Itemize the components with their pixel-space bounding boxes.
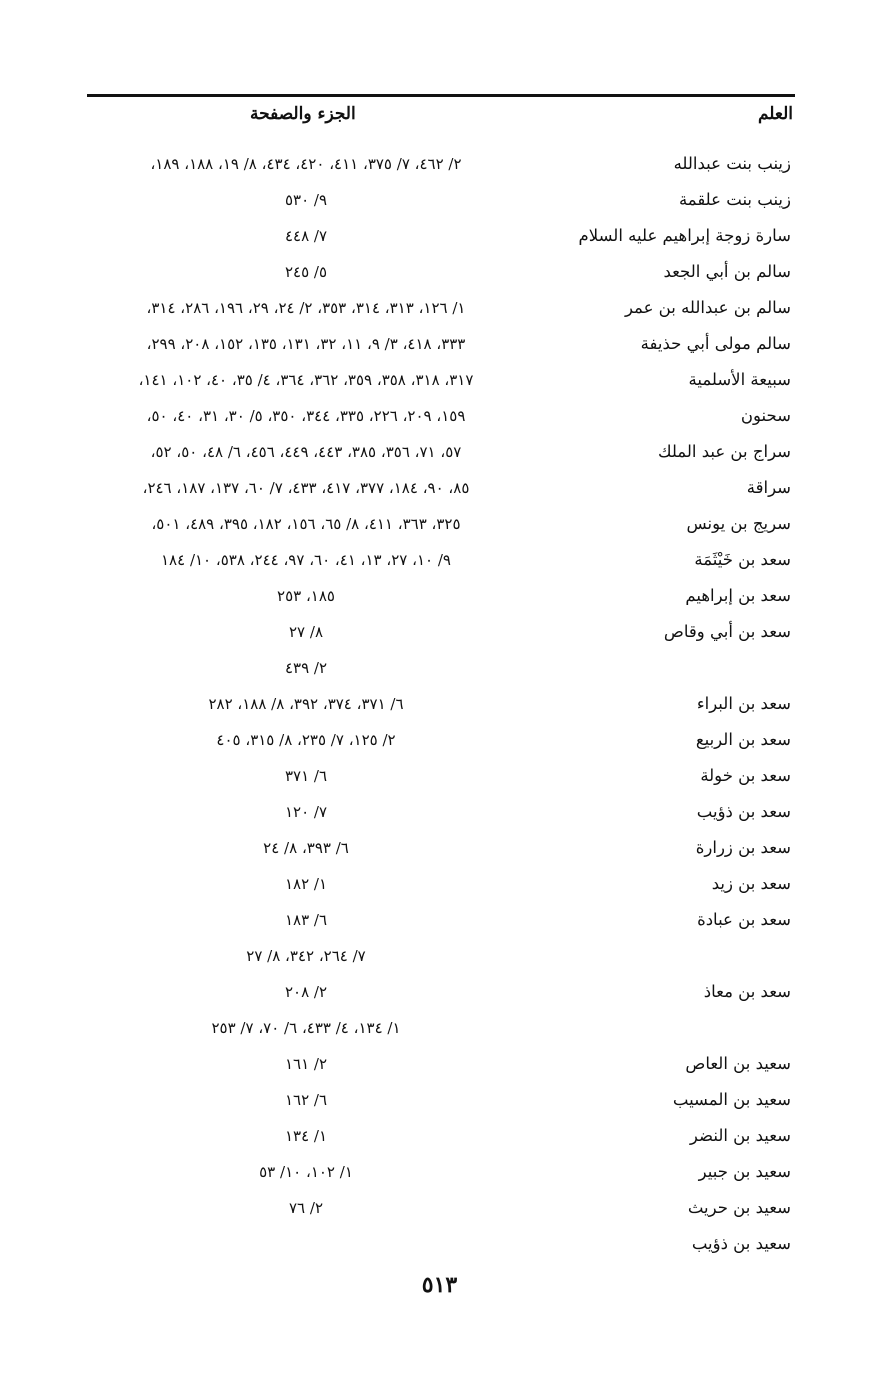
column-header-name: العلم [757, 104, 793, 124]
name-entry: سعد بن معاذ [703, 982, 791, 1001]
name-entry: سعد بن زيد [711, 874, 791, 893]
reference-entry: ٢/ ٢٠٨ [284, 983, 328, 1001]
name-entry: سعد بن أبي وقاص [663, 622, 791, 641]
name-entry: سعد بن عبادة [697, 910, 791, 929]
reference-entry: ١/ ١٢٦، ٣١٣، ٣١٤، ٣٥٣، ٢/ ٢٤، ٢٩، ١٩٦، ٢٨٦، ٣١٤، [146, 299, 466, 317]
reference-entry: ٩/ ١٠، ٢٧، ١٣، ٤١، ٦٠، ٩٧، ٢٤٤، ٥٣٨، ١٠/ ١٨٤ [161, 551, 451, 569]
name-entry: زينب بنت علقمة [678, 190, 791, 209]
reference-entry: ٧/ ٤٤٨ [284, 227, 328, 245]
reference-entry: ٢/ ٧٦ [288, 1199, 323, 1217]
reference-entry: ٧/ ١٢٠ [284, 803, 328, 821]
reference-entry: ٦/ ١٦٢ [284, 1091, 328, 1109]
name-entry: سحنون [740, 406, 791, 425]
reference-entry: ٢/ ٤٦٢، ٧/ ٣٧٥، ٤١١، ٤٢٠، ٤٣٤، ٨/ ١٩، ١٨٨، ١٨٩، [150, 155, 462, 173]
reference-entry: ٢/ ١٢٥، ٧/ ٢٣٥، ٨/ ٣١٥، ٤٠٥ [216, 731, 396, 749]
reference-entry: ١٨٥، ٢٥٣ [277, 587, 335, 605]
reference-entry: ٣٢٥، ٣٦٣، ٤١١، ٨/ ٦٥، ١٥٦، ١٨٢، ٣٩٥، ٤٨٩، ٥٠١، [151, 515, 461, 533]
name-entry: سعد بن البراء [696, 694, 791, 713]
name-entry: سعيد بن حريث [687, 1198, 791, 1217]
column-header-volume-page: الجزء والصفحة [250, 104, 356, 124]
name-entry: سعد بن خَيْثَمَة [694, 550, 791, 569]
reference-entry: ٦/ ٣٧١ [284, 767, 328, 785]
reference-entry: ٦/ ٣٧١، ٣٧٤، ٣٩٢، ٨/ ١٨٨، ٢٨٢ [208, 695, 404, 713]
reference-entry: ٨/ ٢٧ [288, 623, 323, 641]
name-entry: سعد بن الربيع [695, 730, 791, 749]
name-entry: سعيد بن المسيب [672, 1090, 791, 1109]
reference-entry: ٦/ ١٨٣ [284, 911, 328, 929]
name-entry: زينب بنت عبدالله [673, 154, 791, 173]
name-entry: سراقة [746, 478, 791, 497]
header-rule [87, 94, 795, 97]
name-entry: سعيد بن النضر [689, 1126, 791, 1145]
name-entry: سعد بن إبراهيم [685, 586, 791, 605]
reference-entry: ٥/ ٢٤٥ [284, 263, 328, 281]
reference-entry: ١/ ١٣٤، ٤/ ٤٣٣، ٦/ ٧٠، ٧/ ٢٥٣ [211, 1019, 401, 1037]
name-entry: سعد بن خولة [700, 766, 791, 785]
reference-entry: ٣٣٣، ٤١٨، ٣/ ٩، ١١، ٣٢، ١٣١، ١٣٥، ١٥٢، ٢٠٨، ٢٩٩، [146, 335, 466, 353]
reference-entry: ٩/ ٥٣٠ [284, 191, 328, 209]
name-entry: سريج بن يونس [686, 514, 791, 533]
name-entry: سعيد بن جبير [698, 1162, 791, 1181]
name-entry: سعد بن ذؤيب [696, 802, 791, 821]
reference-entry: ٧/ ٢٦٤، ٣٤٢، ٨/ ٢٧ [246, 947, 366, 965]
name-entry: سعيد بن العاص [685, 1054, 791, 1073]
reference-entry: ٨٥، ٩٠، ١٨٤، ٣٧٧، ٤١٧، ٤٣٣، ٧/ ٦٠، ١٣٧، ١٨٧، ٢٤٦، [142, 479, 470, 497]
name-entry: سالم بن أبي الجعد [663, 262, 791, 281]
reference-entry: ٢/ ٤٣٩ [284, 659, 328, 677]
reference-entry: ٦/ ٣٩٣، ٨/ ٢٤ [263, 839, 349, 857]
page-number: ٥١٣ [421, 1272, 458, 1298]
reference-entry: ١/ ١٨٢ [284, 875, 328, 893]
name-entry: سالم مولى أبي حذيفة [640, 334, 791, 353]
reference-entry: ١٥٩، ٢٠٩، ٢٢٦، ٣٣٥، ٣٤٤، ٣٥٠، ٥/ ٣٠، ٣١، ٤٠، ٥٠، [146, 407, 466, 425]
name-entry: سعيد بن ذؤيب [691, 1234, 791, 1253]
references-column [86, 146, 526, 1226]
name-entry: سالم بن عبدالله بن عمر [624, 298, 791, 317]
name-entry: سعد بن زرارة [695, 838, 791, 857]
reference-entry: ٥٧، ٧١، ٣٥٦، ٣٨٥، ٤٤٣، ٤٤٩، ٤٥٦، ٦/ ٤٨، ٥٠، ٥٢، [150, 443, 462, 461]
reference-entry: ٢/ ١٦١ [284, 1055, 328, 1073]
name-entry: سبيعة الأسلمية [688, 370, 791, 389]
reference-entry: ١/ ١٣٤ [284, 1127, 328, 1145]
name-entry: سراج بن عبد الملك [657, 442, 791, 461]
name-entry: سارة زوجة إبراهيم عليه السلام [578, 226, 791, 245]
reference-entry: ١/ ١٠٢، ١٠/ ٥٣ [259, 1163, 353, 1181]
reference-entry: ٣١٧، ٣١٨، ٣٥٨، ٣٥٩، ٣٦٢، ٣٦٤، ٤/ ٣٥، ٤٠، ١٠٢، ١٤١، [138, 371, 474, 389]
